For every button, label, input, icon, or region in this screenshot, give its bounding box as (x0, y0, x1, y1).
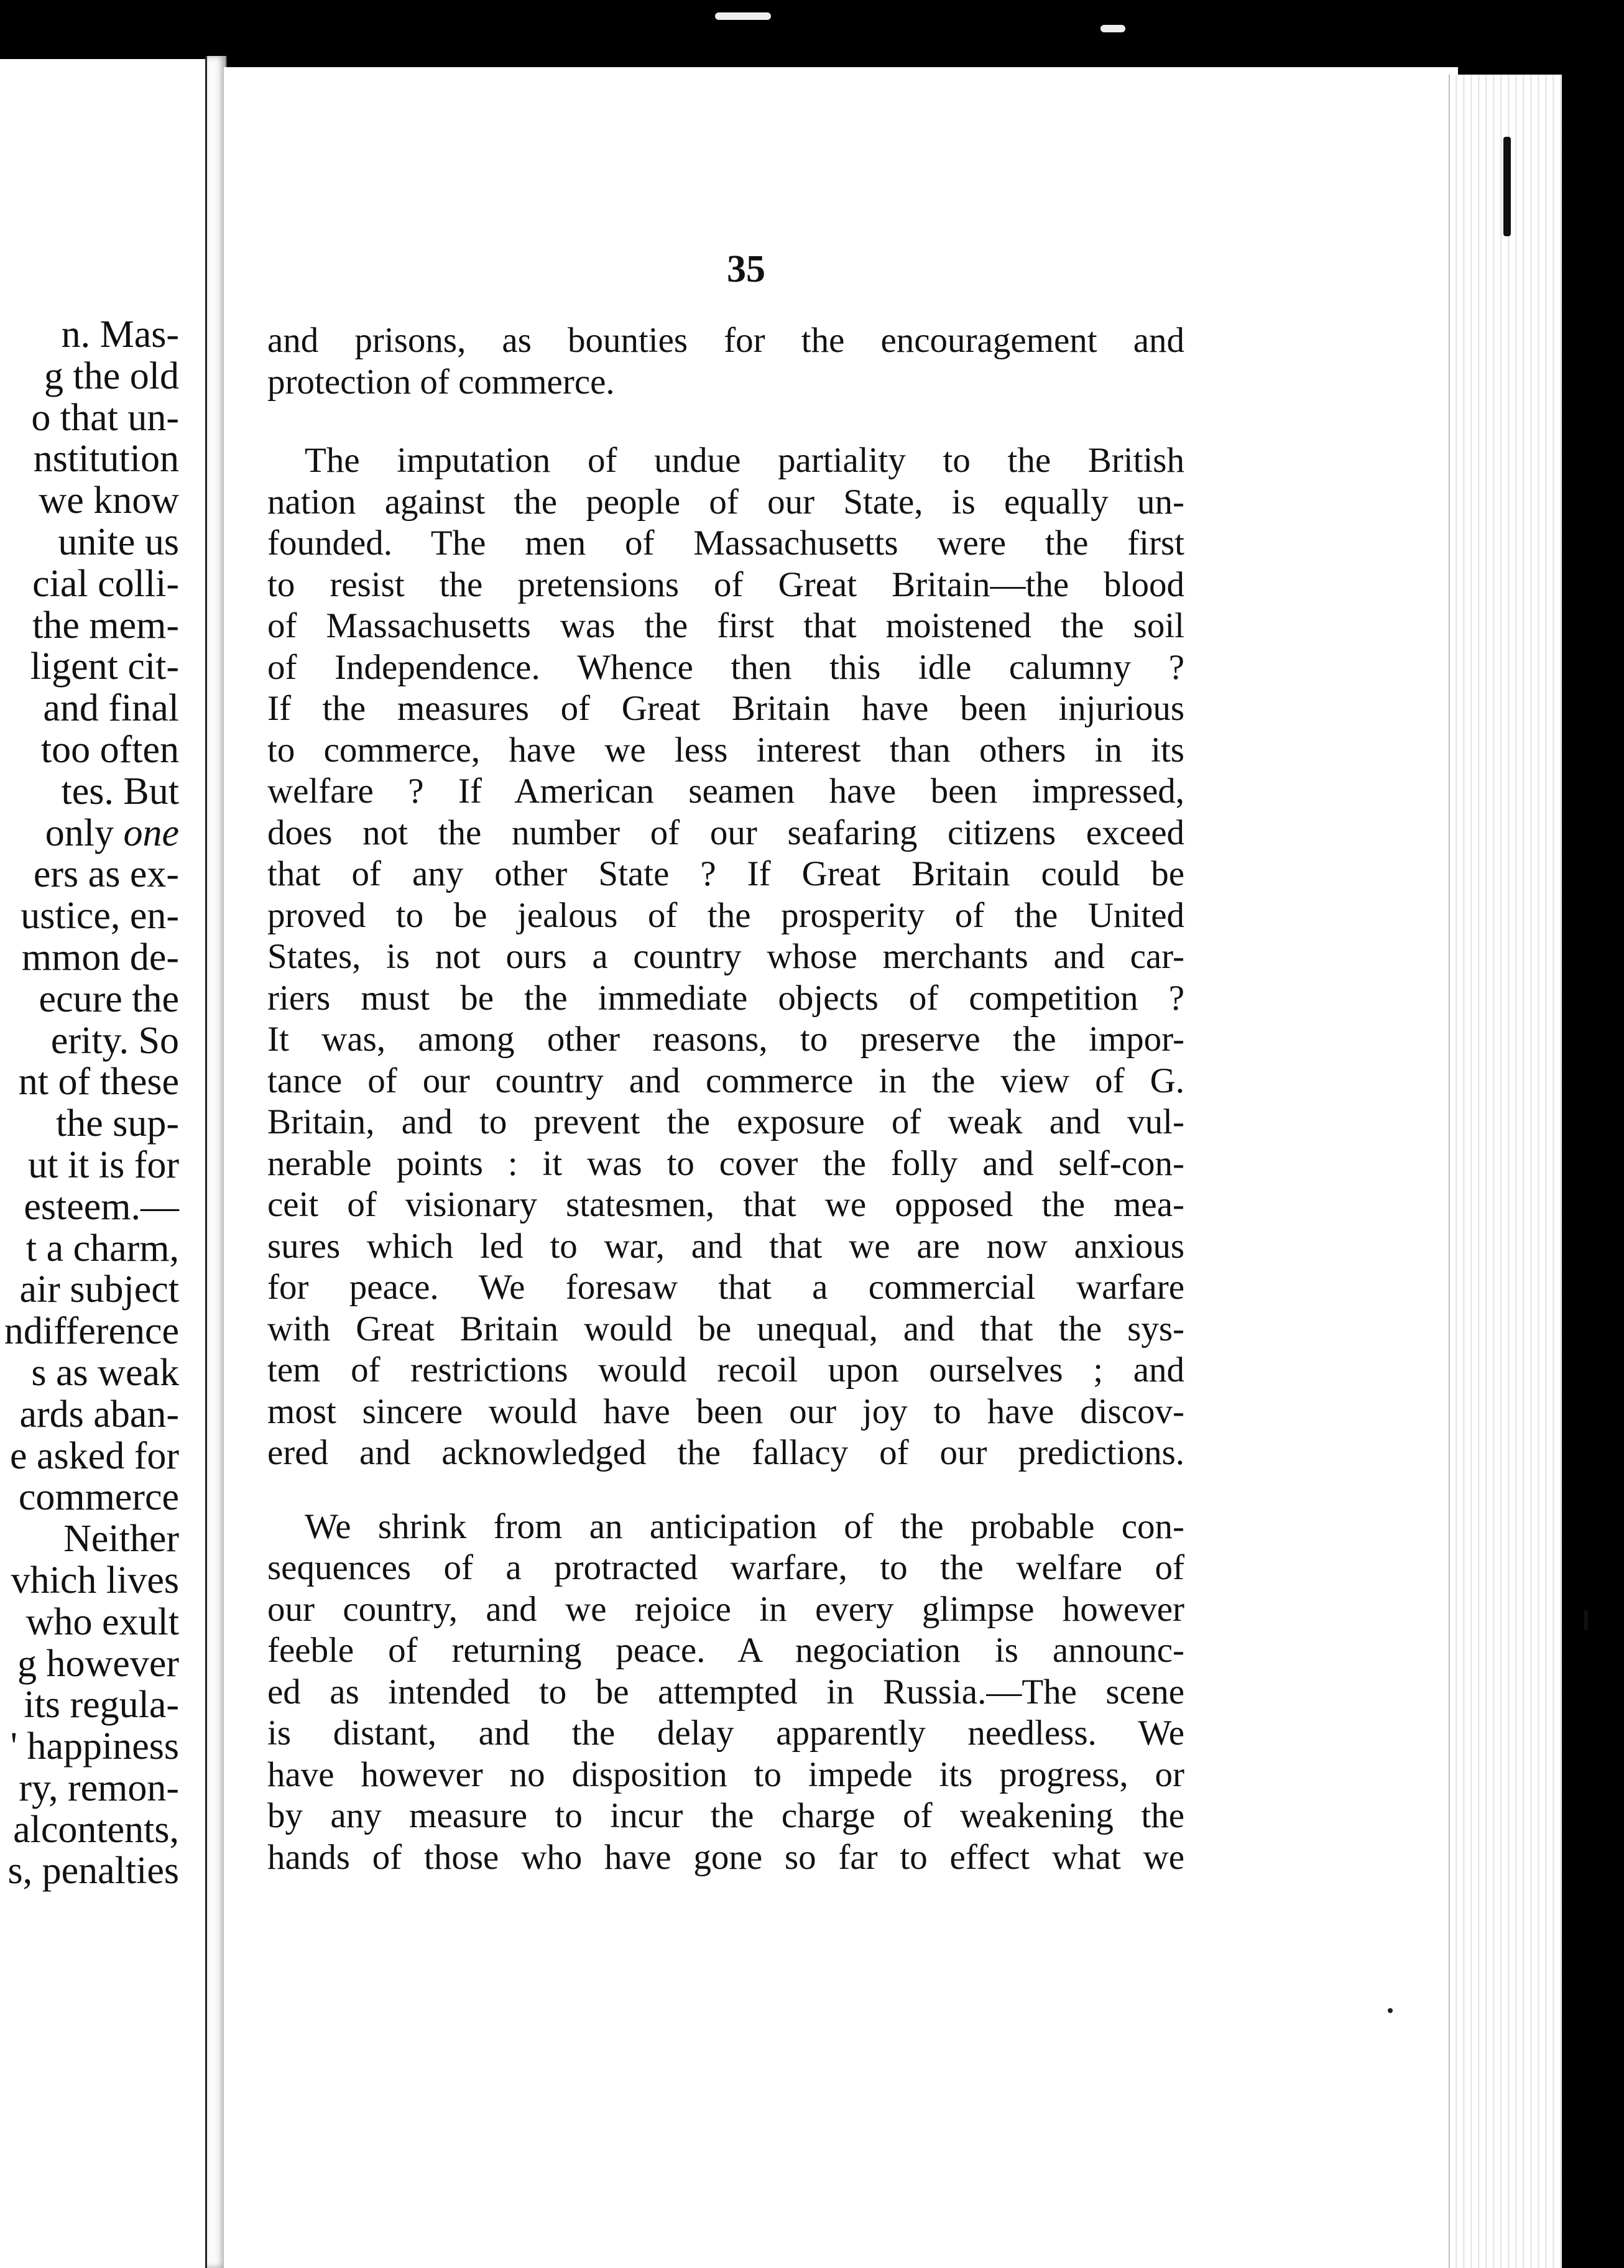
text-line: protection of commerce. (267, 362, 615, 402)
text-line: ry, remon- (19, 1766, 179, 1809)
text-line: sures which led to war, and that we are now anxious (267, 1226, 1184, 1266)
previous-page (0, 59, 205, 2268)
text-line: too often (40, 728, 179, 771)
text-line: the sup- (55, 1102, 179, 1145)
text-line: g however (17, 1642, 179, 1685)
text-line: to commerce, have we less interest than others in its (267, 730, 1184, 770)
page-edge-mark (1503, 137, 1511, 236)
text-line: ed as intended to be attempted in Russia.—The scene (267, 1672, 1184, 1712)
text-line: ards aban- (19, 1393, 179, 1436)
text-line: riers must be the immediate objects of competition ? (267, 978, 1184, 1018)
text-line: ' happiness (10, 1725, 179, 1768)
text-line: founded. The men of Massachusetts were the first (267, 523, 1184, 563)
text-line: ligent cit- (30, 645, 179, 688)
text-line: sequences of a protracted warfare, to the welfare of (267, 1548, 1184, 1587)
paragraph-spacer (267, 1474, 1184, 1506)
text-line: nerable points : it was to cover the folly and self-con- (267, 1143, 1184, 1183)
paragraph (267, 1506, 1184, 1879)
text-line: have however no disposition to impede its progress, or (267, 1754, 1184, 1794)
text-line: t a charm, (25, 1227, 179, 1270)
text-line: proved to be jealous of the prosperity of the United (267, 895, 1184, 935)
text-line: cial colli- (32, 562, 179, 605)
text-line: esteem.— (24, 1185, 179, 1228)
text-line: ecure the (39, 977, 179, 1020)
text-line: ceit of visionary statesmen, that we opposed the mea- (267, 1185, 1184, 1224)
text-line: nt of these (18, 1061, 179, 1104)
text-line: commerce (18, 1476, 179, 1519)
page-edges (1449, 75, 1562, 2268)
text-line: nstitution (33, 438, 179, 481)
scan-speck (1100, 25, 1125, 32)
text-line: ut it is for (28, 1143, 179, 1186)
page-body-text (267, 320, 1184, 1878)
text-line: alcontents, (13, 1808, 179, 1851)
text-line: the mem- (32, 604, 179, 647)
paragraph-spacer (267, 403, 1184, 440)
text-line: ndifference (4, 1310, 179, 1353)
text-line: s, penalties (7, 1850, 179, 1892)
text-line: e asked for (10, 1434, 179, 1477)
text-line: welfare ? If American seamen have been impressed, (267, 772, 1184, 811)
text-line: that of any other State ? If Great Britain could be (267, 854, 1184, 893)
text-line: o that un- (31, 396, 179, 439)
text-line: hands of those who have gone so far to effect what we (267, 1837, 1184, 1877)
text-line: g the old (44, 354, 179, 397)
text-line: n. Mas- (61, 313, 179, 356)
text-line: ers as ex- (33, 853, 179, 896)
text-line: ustice, en- (21, 895, 179, 938)
text-line: with Great Britain would be unequal, and that the sys- (267, 1309, 1184, 1348)
scan-speck (715, 12, 771, 20)
text-line: tance of our country and commerce in the view of G. (267, 1061, 1184, 1100)
page-edge-mark (1584, 1610, 1588, 1630)
page-number: 35 (727, 248, 765, 290)
text-line: It was, among other reasons, to preserve the impor- (267, 1020, 1184, 1059)
text-line: who exult (25, 1600, 179, 1643)
text-line: The imputation of undue partiality to the British (305, 441, 1184, 480)
text-line: we know (39, 479, 179, 522)
text-line: unite us (58, 520, 179, 563)
text-line: s as weak (31, 1351, 179, 1394)
text-line: vhich lives (11, 1559, 179, 1602)
text-line: nation against the people of our State, is equally un- (267, 482, 1184, 522)
previous-page-text (0, 314, 179, 1892)
text-line: only one (45, 811, 179, 854)
text-line: tem of restrictions would recoil upon ourselves ; and (267, 1350, 1184, 1390)
text-line: of Independence. Whence then this idle calumny ? (267, 647, 1184, 687)
text-line: and prisons, as bounties for the encouragement and (267, 321, 1184, 360)
text-line: of Massachusetts was the first that moistened the soil (267, 606, 1184, 645)
ink-speck (1388, 2008, 1393, 2013)
text-line: by any measure to incur the charge of weakening the (267, 1796, 1184, 1835)
text-line: is distant, and the delay apparently needless. We (267, 1713, 1184, 1753)
text-line: tes. But (61, 770, 179, 813)
text-line: our country, and we rejoice in every glimpse however (267, 1589, 1184, 1629)
text-line: air subject (19, 1268, 179, 1311)
text-line: mmon de- (21, 936, 179, 979)
text-line: to resist the pretensions of Great Britain—the blood (267, 565, 1184, 604)
text-line: feeble of returning peace. A negociation is announc- (267, 1631, 1184, 1670)
text-line: for peace. We foresaw that a commercial warfare (267, 1268, 1184, 1307)
text-line: We shrink from an anticipation of the probable con- (305, 1506, 1184, 1546)
text-line: erity. So (50, 1019, 179, 1062)
text-line: ered and acknowledged the fallacy of our predictions. (267, 1433, 1184, 1472)
text-line: most sincere would have been our joy to have discov- (267, 1391, 1184, 1431)
paragraph (267, 440, 1184, 1474)
text-line: States, is not ours a country whose merchants and car- (267, 937, 1184, 976)
text-line: its regula- (24, 1684, 179, 1726)
text-line: and final (43, 687, 179, 730)
text-line: Britain, and to prevent the exposure of weak and vul- (267, 1102, 1184, 1141)
text-line: If the measures of Great Britain have been injurious (267, 689, 1184, 728)
text-line: Neither (63, 1518, 179, 1560)
paragraph (267, 320, 1184, 403)
text-line: does not the number of our seafaring citizens exceed (267, 813, 1184, 852)
